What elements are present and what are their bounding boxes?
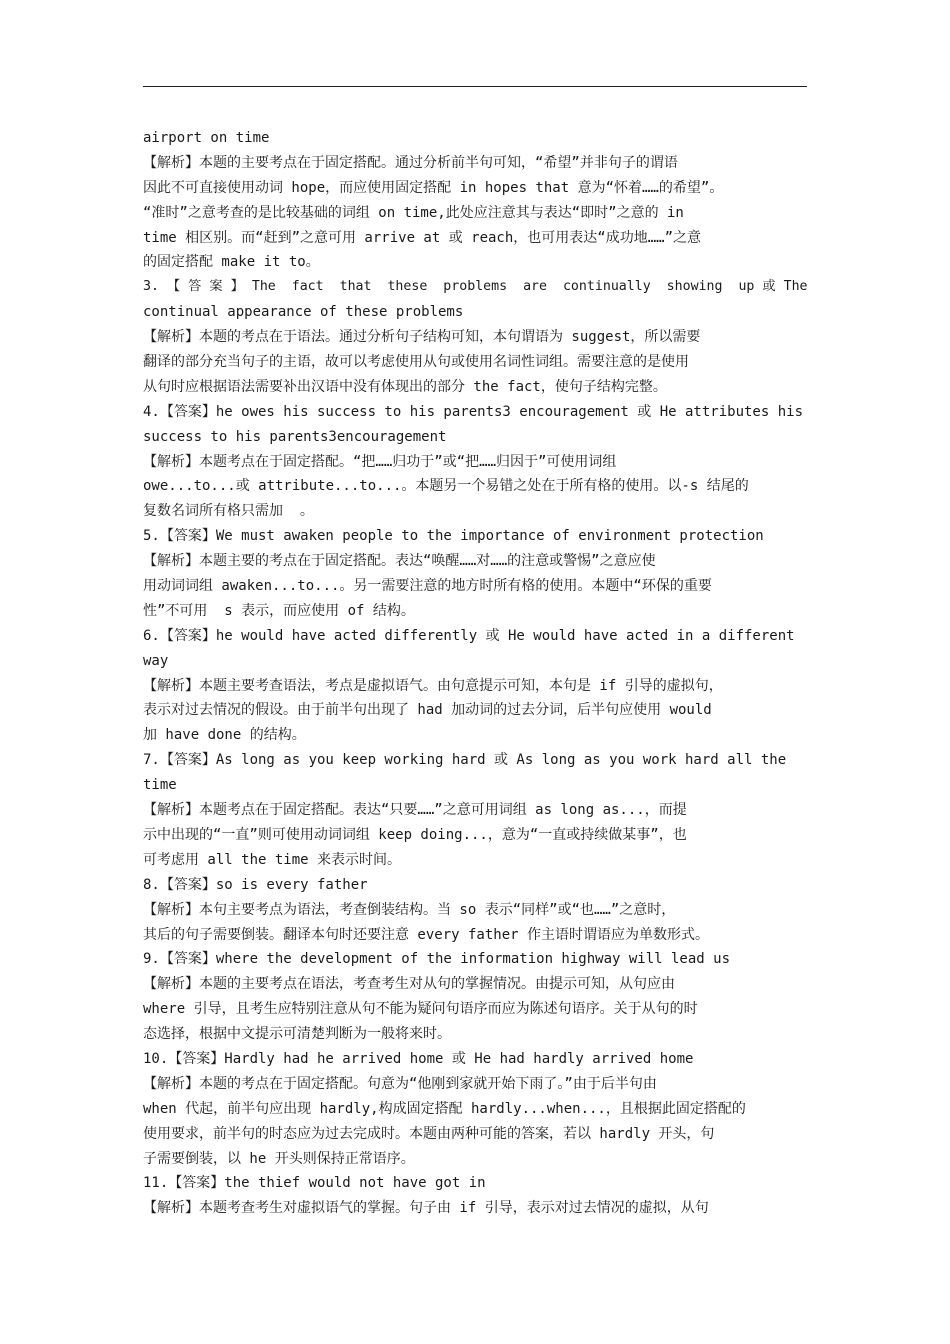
text-line: 子需要倒装，以 he 开头则保持正常语序。 bbox=[143, 1150, 415, 1167]
text-line: 3. 【 答 案 】 The fact that these problems are continually showing up 或 The bbox=[143, 279, 808, 295]
text-line: 翻译的部分充当句子的主语，故可以考虑使用从句或使用名词性词组。需要注意的是使用 bbox=[143, 354, 689, 371]
text-line: 【解析】本题主要考查语法，考点是虚拟语气。由句意提示可知，本句是 if 引导的虚拟句， bbox=[143, 677, 723, 694]
text-line: 10.【答案】Hardly had he arrived home 或 He had hardly arrived home bbox=[143, 1050, 694, 1067]
text-line: 加 have done 的结构。 bbox=[143, 727, 306, 744]
text-line: 6.【答案】he would have acted differently 或 He would have acted in a different bbox=[143, 627, 795, 644]
text-line: 其后的句子需要倒装。翻译本句时还要注意 every father 作主语时谓语应为单数形式。 bbox=[143, 926, 709, 943]
text-line: 【解析】本题的考点在于语法。通过分析句子结构可知，本句谓语为 suggest，所以需要 bbox=[143, 329, 701, 346]
text-line: when 代起，前半句应出现 hardly,构成固定搭配 hardly...when...，且根据此固定搭配的 bbox=[143, 1100, 746, 1117]
text-line: 使用要求，前半句的时态应为过去完成时。本题由两种可能的答案，若以 hardly 开头，句 bbox=[143, 1125, 715, 1142]
text-line: 【解析】本题考查考生对虚拟语气的掌握。句子由 if 引导，表示对过去情况的虚拟，从句 bbox=[143, 1200, 709, 1217]
text-line: 5.【答案】We must awaken people to the importance of environment protection bbox=[143, 528, 764, 545]
text-line: 【解析】本题的主要考点在于固定搭配。通过分析前半句可知，“希望”并非句子的谓语 bbox=[143, 154, 678, 171]
text-line: “准时”之意考查的是比较基础的词组 on time,此处应注意其与表达“即时”之意的 in bbox=[143, 204, 684, 221]
text-line: where 引导，且考生应特别注意从句不能为疑问句语序而应为陈述句语序。关于从句的时 bbox=[143, 1001, 698, 1018]
text-line: owe...to...或 attribute...to...。本题另一个易错之处在于所有格的使用。以-s 结尾的 bbox=[143, 478, 749, 495]
header-rule bbox=[143, 86, 807, 87]
text-line: 4.【答案】he owes his success to his parents3 encouragement 或 He attributes his bbox=[143, 403, 804, 420]
text-line: 用动词词组 awaken...to...。另一需要注意的地方时所有格的使用。本题中“环保的重要 bbox=[143, 578, 712, 595]
text-line: 性”不可用 s 表示，而应使用 of 结构。 bbox=[143, 602, 415, 619]
text-line: 9.【答案】where the development of the information highway will lead us bbox=[143, 951, 731, 968]
text-line: airport on time bbox=[143, 130, 270, 146]
text-line: 表示对过去情况的假设。由于前半句出现了 had 加动词的过去分词，后半句应使用 would bbox=[143, 702, 712, 719]
text-line: 因此不可直接使用动词 hope，而应使用固定搭配 in hopes that 意为“怀着……的希望”。 bbox=[143, 179, 724, 196]
text-line: 从句时应根据语法需要补出汉语中没有体现出的部分 the fact，使句子结构完整。 bbox=[143, 378, 667, 395]
text-line: 【解析】本题考点在于固定搭配。表达“只要……”之意可用词组 as long as...，而提 bbox=[143, 802, 687, 819]
text-line: 示中出现的“一直”则可使用动词词组 keep doing...，意为“一直或持续做某事”，也 bbox=[143, 826, 687, 843]
text-line: 可考虑用 all the time 来表示时间。 bbox=[143, 851, 402, 868]
text-line: 8.【答案】so is every father bbox=[143, 876, 368, 893]
text-line: 复数名词所有格只需加 。 bbox=[143, 503, 314, 520]
text-line: 11.【答案】the thief would not have got in bbox=[143, 1175, 486, 1192]
text-line: 【解析】本题的考点在于固定搭配。句意为“他刚到家就开始下雨了。”由于后半句由 bbox=[143, 1075, 657, 1092]
text-line: way bbox=[143, 652, 169, 669]
answer-explanations bbox=[143, 126, 813, 1221]
text-line: continual appearance of these problems bbox=[143, 304, 464, 321]
text-line: 的固定搭配 make it to。 bbox=[143, 254, 320, 271]
text-line: 【解析】本题考点在于固定搭配。“把……归功于”或“把……归因于”可使用词组 bbox=[143, 453, 617, 470]
text-line: 【解析】本题的主要考点在语法，考查考生对从句的掌握情况。由提示可知，从句应由 bbox=[143, 976, 675, 993]
text-line: 【解析】本句主要考点为语法，考查倒装结构。当 so 表示“同样”或“也……”之意时， bbox=[143, 901, 676, 918]
text-line: 【解析】本题主要的考点在于固定搭配。表达“唤醒……对……的注意或警惕”之意应使 bbox=[143, 553, 656, 570]
text-line: 7.【答案】As long as you keep working hard 或 As long as you work hard all the bbox=[143, 752, 787, 769]
text-line: time 相区别。而“赶到”之意可用 arrive at 或 reach，也可用表达“成功地……”之意 bbox=[143, 229, 702, 246]
text-line: success to his parents3encouragement bbox=[143, 428, 447, 445]
text-line: 态选择，根据中文提示可清楚判断为一般将来时。 bbox=[143, 1026, 451, 1043]
text-line: time bbox=[143, 777, 177, 794]
